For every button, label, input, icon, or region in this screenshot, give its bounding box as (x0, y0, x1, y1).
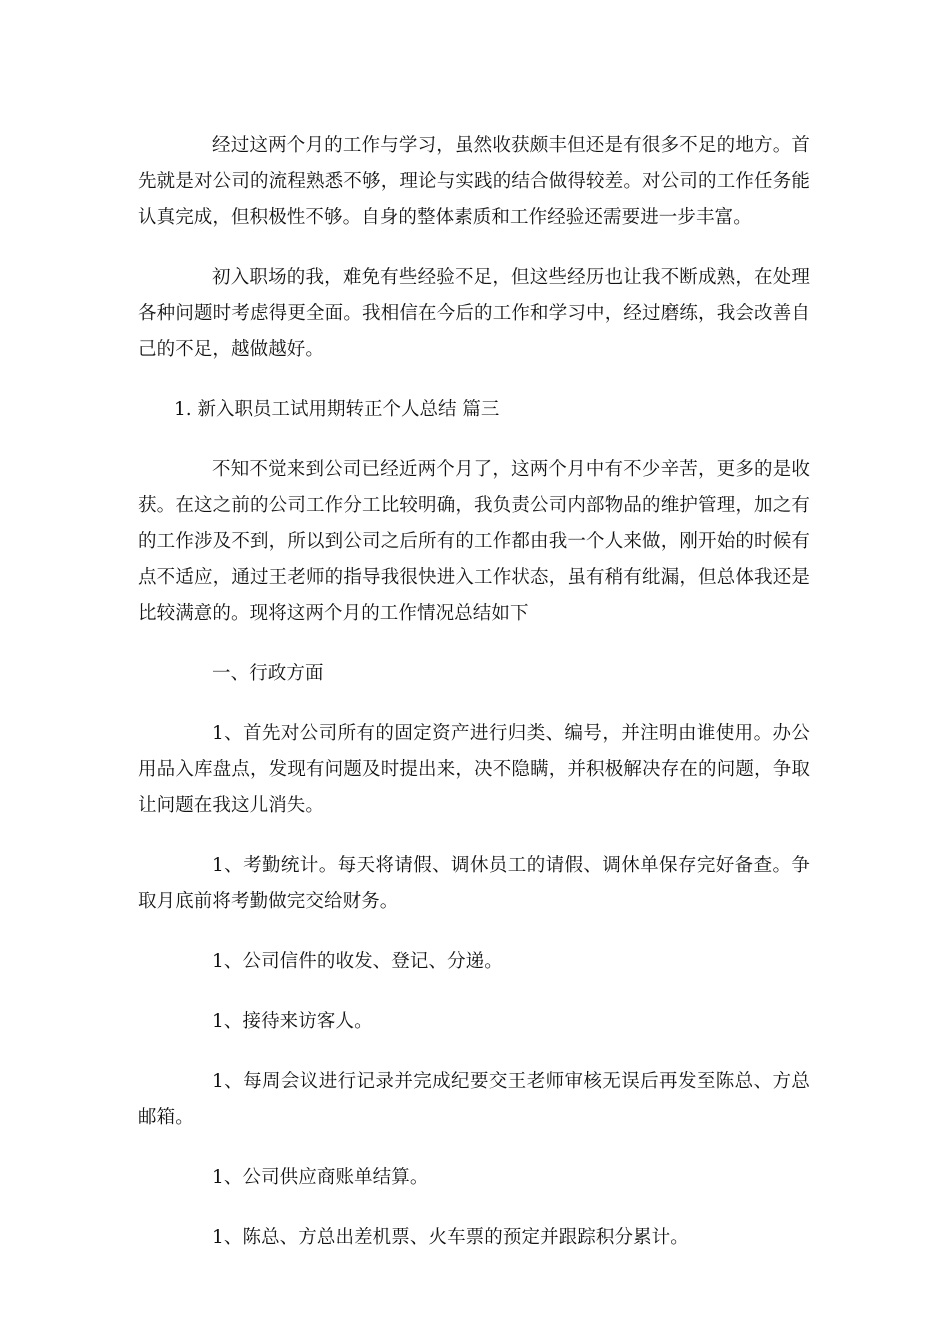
paragraph-1: 经过这两个月的工作与学习，虽然收获颇丰但还是有很多不足的地方。首先就是对公司的流程熟悉不够，理论与实践的结合做得较差。对公司的工作任务能认真完成，但积极性不够。自身的整体素质和工作经验还需要进一步丰富。 (138, 135, 810, 228)
list-item: 1、每周会议进行记录并完成纪要交王老师审核无误后再发至陈总、方总邮箱。 (138, 1071, 810, 1128)
paragraph-2: 初入职场的我，难免有些经验不足，但这些经历也让我不断成熟，在处理各种问题时考虑得更全面。我相信在今后的工作和学习中，经过磨练，我会改善自己的不足，越做越好。 (138, 267, 810, 360)
list-item: 1、公司供应商账单结算。 (212, 1167, 429, 1188)
list-item: 1、陈总、方总出差机票、火车票的预定并跟踪积分累计。 (212, 1227, 689, 1248)
subheading-admin: 一、行政方面 (212, 663, 324, 684)
list-item: 1、接待来访客人。 (212, 1011, 373, 1032)
document-page (138, 128, 810, 1256)
list-item: 1、考勤统计。每天将请假、调休员工的请假、调休单保存完好备查。争取月底前将考勤做完交给财务。 (138, 855, 810, 912)
list-item: 1、公司信件的收发、登记、分递。 (212, 951, 503, 972)
list-item: 1、首先对公司所有的固定资产进行归类、编号，并注明由谁使用。办公用品入库盘点，发现有问题及时提出来，决不隐瞒，并积极解决存在的问题，争取让问题在我这儿消失。 (138, 723, 810, 816)
section-paragraph-1: 不知不觉来到公司已经近两个月了，这两个月中有不少辛苦，更多的是收获。在这之前的公司工作分工比较明确，我负责公司内部物品的维护管理，加之有的工作涉及不到，所以到公司之后所有的工作都由我一个人来做，刚开始的时候有点不适应，通过王老师的指导我很快进入工作状态，虽有稍有纰漏，但总体我还是比较满意的。现将这两个月的工作情况总结如下 (138, 459, 810, 624)
section-heading: 1. 新入职员工试用期转正个人总结 篇三 (174, 399, 500, 420)
